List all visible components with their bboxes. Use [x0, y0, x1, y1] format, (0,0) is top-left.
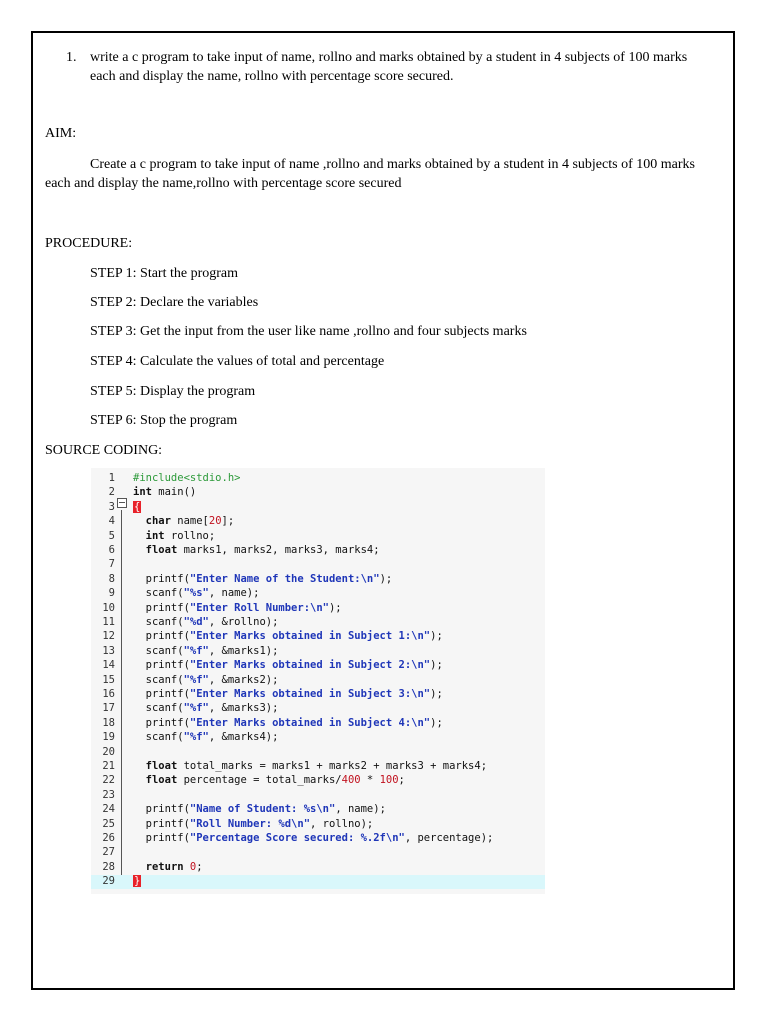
code-line: [91, 688, 545, 702]
line-number: 22: [102, 774, 115, 787]
code-line: [91, 731, 545, 745]
code-line: [91, 645, 545, 659]
line-number: 24: [102, 803, 115, 816]
code-line: [91, 515, 545, 529]
code-line: [91, 674, 545, 688]
line-number: 21: [102, 760, 115, 772]
line-number: 8: [108, 572, 115, 585]
line-number: 27: [102, 846, 115, 859]
procedure-step: STEP 2: Declare the variables: [90, 295, 259, 310]
code-text: scanf("%f", &marks4);: [133, 731, 279, 744]
code-line: [91, 472, 545, 486]
code-line: [91, 774, 545, 788]
procedure-step: STEP 6: Stop the program: [90, 413, 238, 428]
code-text: scanf("%f", &marks3);: [133, 702, 279, 715]
code-line: [91, 803, 545, 817]
line-number: 10: [102, 601, 115, 614]
code-editor-screenshot: [91, 468, 545, 894]
code-text: printf("Enter Marks obtained in Subject 1:\n");: [133, 630, 443, 643]
code-line: [91, 587, 545, 601]
question-text: write a c program to take input of name, rollno and marks obtained by a student in 4 subjects of 100 marks each and display the name, rollno with percentage score secured.: [90, 50, 688, 84]
line-number: 1: [108, 472, 115, 484]
code-line: [91, 630, 545, 644]
code-line: [91, 558, 545, 572]
aim-heading: AIM:: [45, 126, 77, 141]
procedure-heading: PROCEDURE:: [45, 236, 133, 251]
code-line: [91, 530, 545, 544]
code-text: int rollno;: [145, 529, 216, 542]
procedure-step: STEP 1: Start the program: [90, 266, 239, 281]
line-number: 3: [108, 500, 115, 513]
code-line: [91, 616, 545, 630]
code-line: [91, 846, 545, 860]
code-text: float total_marks = marks1 + marks2 + marks3 + marks4;: [145, 760, 488, 772]
code-text: }: [134, 875, 141, 888]
code-text: scanf("%f", &marks1);: [133, 644, 279, 657]
code-line: [91, 702, 545, 716]
source-heading: SOURCE CODING:: [45, 443, 163, 458]
code-text: printf("Roll Number: %d\n", rollno);: [133, 817, 374, 830]
code-line: [91, 875, 545, 889]
procedure-step: STEP 4: Calculate the values of total and percentage: [90, 354, 385, 369]
code-text: return 0;: [145, 860, 203, 873]
line-number: 9: [108, 587, 115, 600]
code-text: float percentage = total_marks/400 * 100;: [145, 774, 405, 787]
code-text: printf("Enter Marks obtained in Subject 2:\n");: [133, 659, 443, 672]
code-line: [91, 501, 545, 515]
line-number: 25: [102, 817, 115, 830]
code-line: [91, 659, 545, 673]
line-number: 17: [102, 702, 115, 715]
code-text: scanf("%s", name);: [133, 587, 260, 600]
line-number: 5: [108, 529, 115, 542]
line-number: 29: [102, 875, 115, 888]
line-number: 12: [102, 630, 115, 643]
question-number: 1.: [66, 50, 77, 65]
code-text: {: [134, 500, 141, 513]
line-number: 28: [102, 860, 115, 873]
aim-text: Create a c program to take input of name ,rollno and marks obtained by a student in 4 subjects of 100 marks each and display the name,rollno with percentage score secured: [45, 157, 695, 191]
line-number: 7: [108, 558, 115, 571]
line-number: 26: [102, 832, 115, 844]
code-line: [91, 760, 545, 774]
code-line: [91, 544, 545, 558]
code-text: printf("Enter Name of the Student:\n");: [133, 572, 393, 585]
code-text: printf("Enter Roll Number:\n");: [133, 601, 342, 614]
code-text: scanf("%d", &rollno);: [133, 616, 279, 628]
code-text: scanf("%f", &marks2);: [133, 673, 279, 686]
code-line: [91, 602, 545, 616]
line-number: 14: [102, 659, 115, 672]
line-number: 11: [102, 616, 115, 628]
line-number: 16: [102, 688, 115, 700]
code-text: int main(): [133, 486, 197, 499]
line-number: 6: [108, 544, 115, 556]
line-number: 2: [108, 486, 115, 499]
code-line: [91, 486, 545, 500]
line-number: 19: [102, 731, 115, 744]
procedure-step: STEP 5: Display the program: [90, 384, 256, 399]
line-number: 15: [102, 673, 115, 686]
line-number: 23: [102, 788, 115, 801]
code-line: [91, 818, 545, 832]
code-text: printf("Enter Marks obtained in Subject 4:\n");: [133, 716, 443, 729]
code-text: float marks1, marks2, marks3, marks4;: [145, 544, 380, 556]
code-line: [91, 717, 545, 731]
procedure-step: STEP 3: Get the input from the user like name ,rollno and four subjects marks: [90, 324, 527, 339]
code-line: [91, 832, 545, 846]
code-text: char name[20];: [145, 515, 235, 528]
line-number: 18: [102, 716, 115, 729]
code-text: #include<stdio.h>: [133, 472, 241, 484]
line-number: 20: [102, 745, 115, 758]
code-line: [91, 861, 545, 875]
code-line: [91, 573, 545, 587]
code-text: printf("Name of Student: %s\n", name);: [133, 803, 386, 816]
code-text: printf("Enter Marks obtained in Subject 3:\n");: [133, 688, 443, 700]
code-line: [91, 789, 545, 803]
code-line: [91, 746, 545, 760]
line-number: 13: [102, 644, 115, 657]
question: [66, 48, 706, 86]
code-text: printf("Percentage Score secured: %.2f\n", percentage);: [133, 832, 494, 844]
line-number: 4: [108, 515, 115, 528]
